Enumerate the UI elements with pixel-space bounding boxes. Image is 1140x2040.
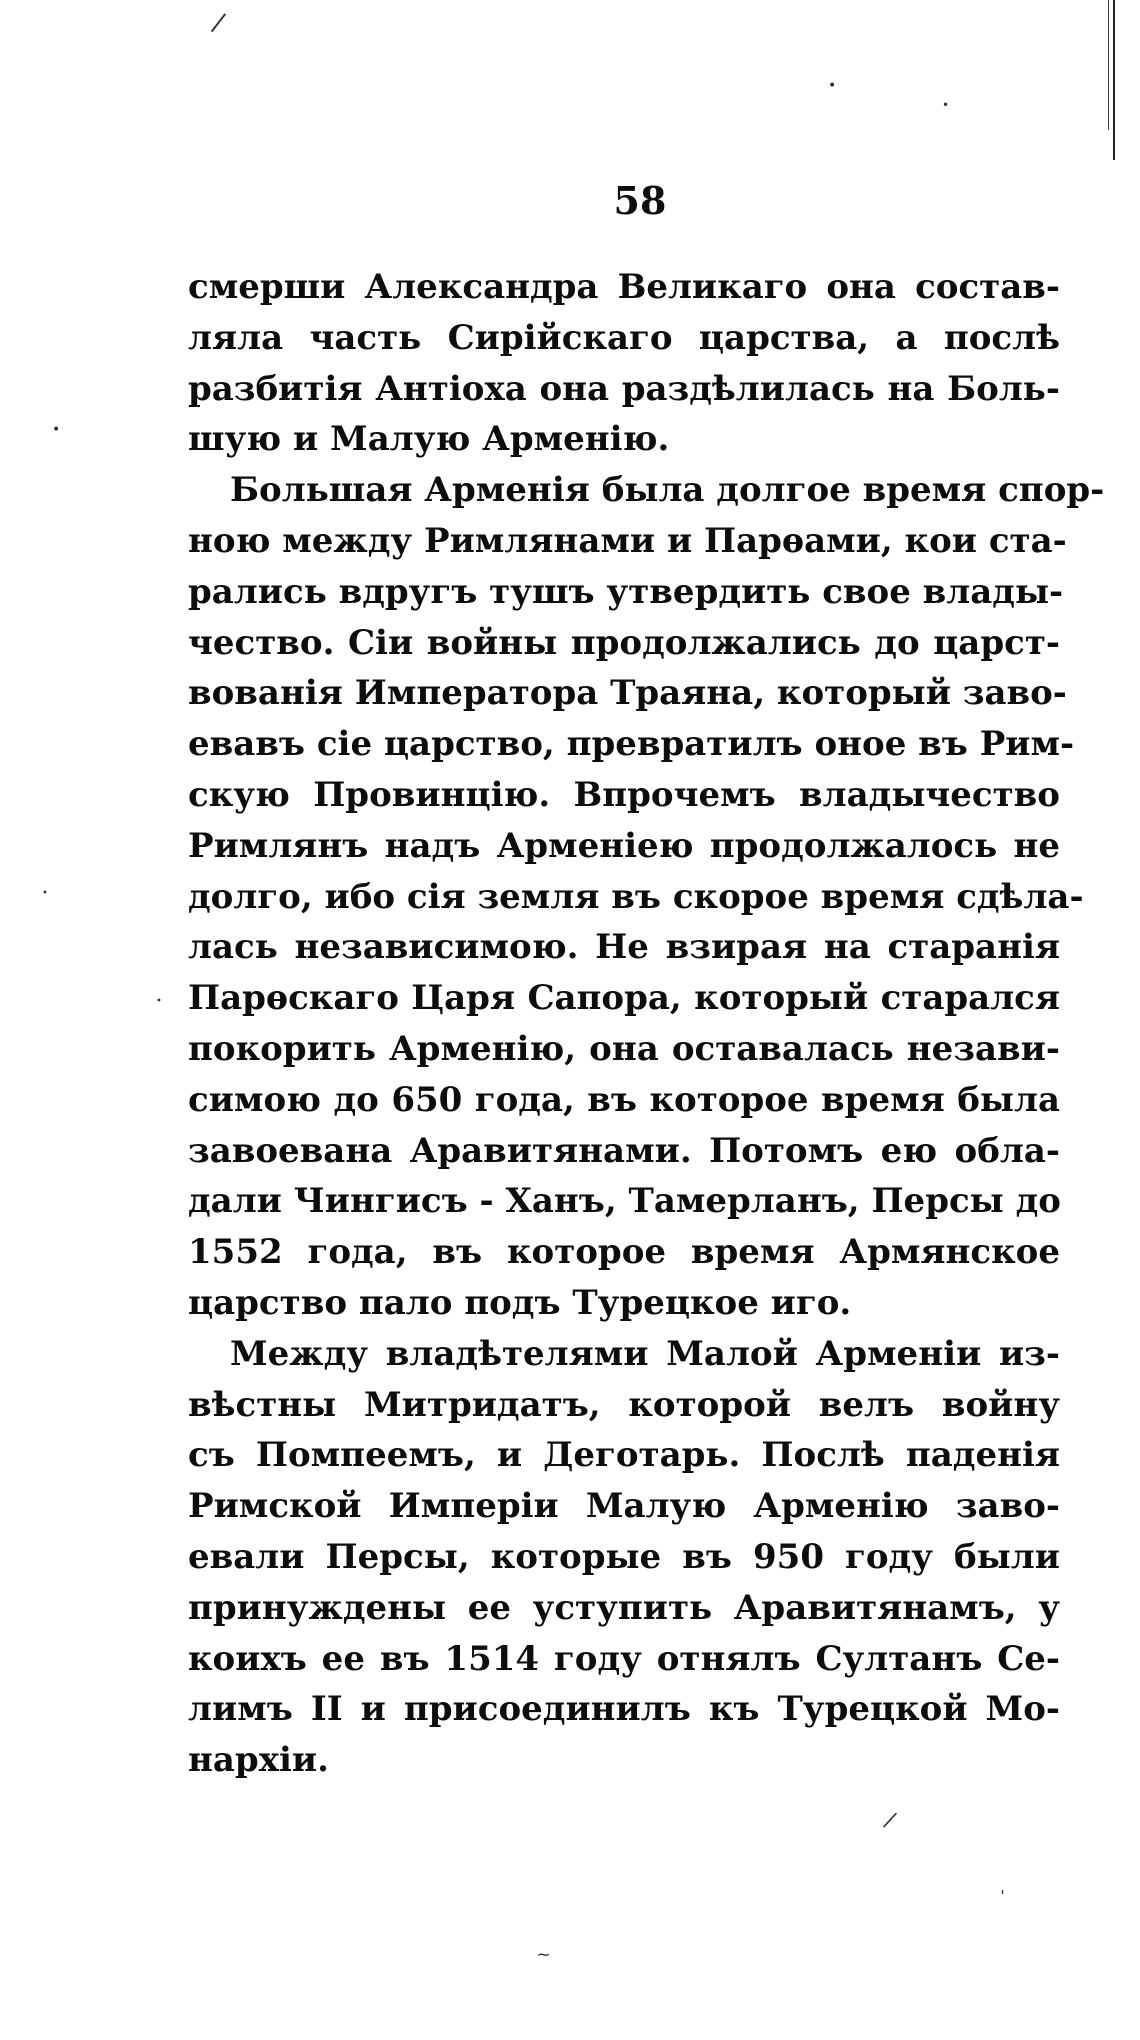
text-line: лась независимою. Не взирая на старанія (188, 927, 1060, 968)
paragraph (188, 262, 1060, 465)
text-line: царство пало подъ Турецкое иго. (188, 1282, 852, 1323)
text-line: дали Чингисъ - Ханъ, Тамерланъ, Персы до (188, 1181, 1061, 1222)
text-line: Римской Имперіи Малую Арменію заво- (188, 1486, 1060, 1527)
text-line: чество. Сіи войны продолжались до царст- (188, 622, 1060, 663)
text-line: долго, ибо сія земля въ скорое время сдѣла- (188, 876, 1084, 917)
text-line: вѣстны Митридатъ, которой велъ войну (188, 1384, 1060, 1425)
speck: • (42, 888, 48, 899)
text-line: Парѳскаго Царя Сапора, который старался (188, 978, 1060, 1019)
stray-mark: / (881, 1807, 899, 1834)
page-edge-line-thin (1108, 0, 1109, 130)
text-line: нархіи. (188, 1740, 329, 1781)
text-line: съ Помпеемъ, и Деготарь. Послѣ паденія (188, 1435, 1060, 1476)
text-line: лимъ II и присоединилъ къ Турецкой Мо- (188, 1689, 1060, 1730)
stray-mark: ˌ (1000, 1876, 1005, 1897)
paragraph (188, 1329, 1060, 1786)
text-line: покорить Арменію, она оставалась незави- (188, 1028, 1060, 1069)
text-line: симою до 650 года, въ которое время была (188, 1079, 1060, 1120)
text-line: Римлянъ надъ Арменіею продолжалось не (188, 825, 1060, 866)
stray-mark: ~ (536, 1944, 552, 1965)
text-line: вованія Императора Траяна, который заво- (188, 673, 1067, 714)
text-line: коихъ ее въ 1514 году отнялъ Султанъ Се- (188, 1638, 1060, 1679)
text-line: скую Провинцію. Впрочемъ владычество (188, 774, 1060, 815)
speck: • (156, 996, 162, 1007)
page-number: 58 (613, 178, 667, 223)
text-line: Большая Арменія была долгое время спор- (230, 470, 1105, 511)
text-line: смерши Александра Великаго она состав- (188, 267, 1060, 307)
stray-mark: / (209, 7, 228, 39)
text-line: ляла часть Сирійскаго царства, а послѣ (188, 317, 1060, 358)
text-line: завоевана Аравитянами. Потомъ ею обла- (188, 1130, 1060, 1171)
paragraph (188, 465, 1105, 1329)
text-line: принуждены ее уступить Аравитянамъ, у (188, 1587, 1060, 1628)
speck: • (942, 98, 950, 112)
text-line: шую и Малую Арменію. (188, 419, 670, 460)
text-line: евали Персы, которые въ 950 году были (188, 1536, 1060, 1577)
text-line: разбитія Антіоха она раздѣлилась на Боль- (188, 368, 1060, 409)
page-edge-line (1113, 0, 1115, 160)
text-line: рались вдругъ тушъ утвердить свое влады- (188, 571, 1064, 612)
speck: • (828, 78, 837, 94)
speck: • (52, 422, 61, 438)
text-line: евавъ сіе царство, превратилъ оное въ Рим- (188, 724, 1075, 765)
body-text (188, 262, 1105, 1786)
text-line: Между владѣтелями Малой Арменіи из- (230, 1333, 1060, 1374)
text-line: ною между Римлянами и Парѳами, кои ста- (188, 520, 1067, 561)
text-line: 1552 года, въ которое время Армянское (188, 1232, 1060, 1273)
